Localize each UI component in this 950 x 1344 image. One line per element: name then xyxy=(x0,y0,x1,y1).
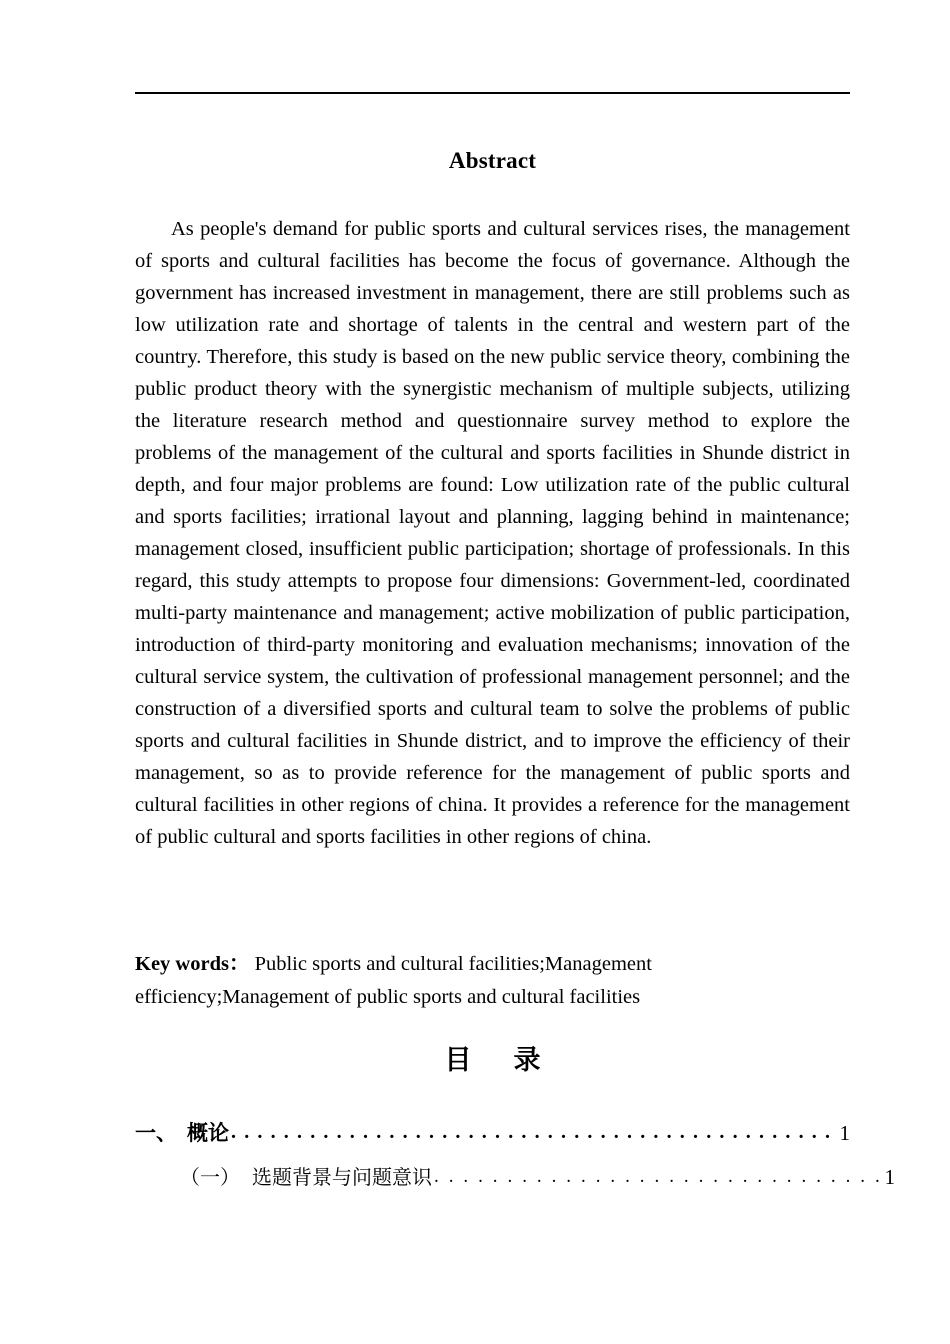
abstract-paragraph: As people's demand for public sports and cultural services rises, the management of sports and cultural facilities has become the focus of governance. Although the government has increased investment in management, there are still problems such as low utilization rate and shortage of talents in the central and western part of the country. Therefore, this study is based on the new public service theory, combining the public product theory with the synergistic mechanism of multiple subjects, utilizing the literature research method and questionnaire survey method to explore the problems of the management of the cultural and sports facilities in Shunde district in depth, and four major problems are found: Low utilization rate of the public cultural and sports facilities; irrational layout and planning, lagging behind in maintenance; management closed, insufficient public participation; shortage of professionals. In this regard, this study attempts to propose four dimensions: Government-led, coordinated multi-party maintenance and management; active mobilization of public participation, introduction of third-party monitoring and evaluation mechanisms; innovation of the cultural service system, the cultivation of professional management personnel; and the construction of a diversified sports and cultural team to solve the problems of public sports and cultural facilities in Shunde district, and to improve the efficiency of their management, so as to provide reference for the management of public sports and cultural facilities in other regions of china. It provides a reference for the management of public cultural and sports facilities in other regions of china. xyxy=(135,218,850,848)
keywords-block xyxy=(135,948,850,1014)
toc-heading-char-lu: 录 xyxy=(513,1045,541,1076)
page-title: Abstract xyxy=(448,148,537,173)
toc-entry-label: 选题背景与问题意识 xyxy=(252,1165,432,1189)
keywords-value: Public sports and cultural facilities;Management efficiency;Management of public sports and cultural facilities xyxy=(135,953,652,1008)
toc-entry-number: 一、 xyxy=(135,1121,177,1145)
toc-entry-page-number: 1 xyxy=(884,1165,895,1189)
toc-heading xyxy=(135,1038,850,1077)
header-separator-rule xyxy=(135,92,850,94)
toc-leader-dots xyxy=(434,1163,883,1188)
toc-entry-gailun[interactable] xyxy=(135,1117,850,1147)
toc-entry-number: （一） xyxy=(180,1165,240,1189)
toc-entry-label: 概论 xyxy=(187,1121,229,1145)
table-of-contents xyxy=(135,1117,895,1190)
toc-entry-xuanti-beijing[interactable] xyxy=(135,1161,895,1190)
keywords-colon: ： xyxy=(228,953,250,975)
toc-heading-char-mu: 目 xyxy=(444,1045,472,1076)
keywords-label: Key words xyxy=(135,953,229,975)
toc-leader-dots xyxy=(231,1119,838,1144)
toc-entry-page-number: 1 xyxy=(839,1121,850,1145)
